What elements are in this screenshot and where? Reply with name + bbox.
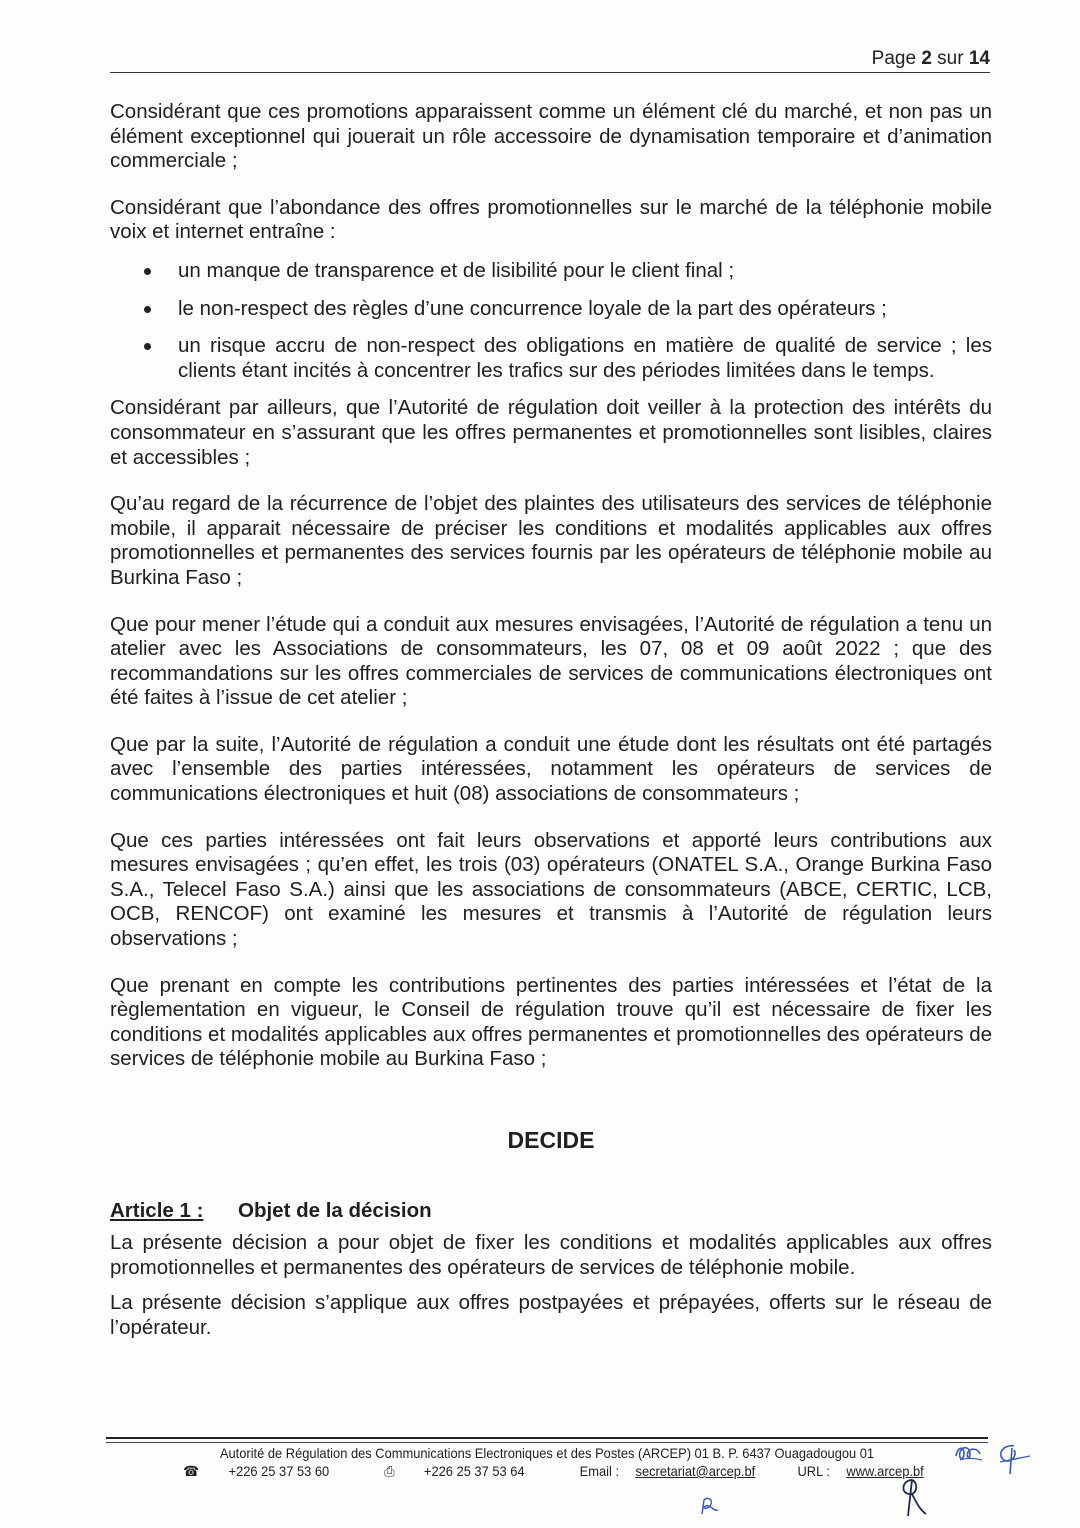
document-body <box>110 100 992 1352</box>
decide-heading: DECIDE <box>507 1127 595 1153</box>
paragraph: Qu’au regard de la récurrence de l’objet des plaintes des utilisateurs des services de téléphonie mobile, il apparait nécessaire de préciser les conditions et modalités applicables aux offres promotionnelles et permanentes des services fournis par les opérateurs de téléphonie mobile au Burkina Faso ; <box>110 492 992 589</box>
initials-signature-2 <box>990 1438 1034 1478</box>
article-title: Objet de la décision <box>238 1198 432 1222</box>
list-item: un risque accru de non-respect des obligations en matière de qualité de service ; les clients étant incités à concentrer les trafics sur des périodes limitées dans le temps. <box>110 334 992 383</box>
paragraph: Considérant que l’abondance des offres promotionnelles sur le marché de la téléphonie mobile voix et internet entraîne : <box>110 195 992 244</box>
paragraph: Que prenant en compte les contributions pertinentes des parties intéressées et l’état de la règlementation en vigueur, le Conseil de régulation trouve qu’il est nécessaire de fixer les conditions et modalités applicables aux offres permanentes et promotionnelles des opérateurs de services de téléphonie mobile au Burkina Faso ; <box>110 973 992 1071</box>
initials-signature-3 <box>694 1494 722 1520</box>
page-number: Page 2 sur 14 <box>871 48 990 69</box>
bullet-icon <box>144 268 151 275</box>
paragraph: Que pour mener l’étude qui a conduit aux mesures envisagées, l’Autorité de régulation a tenu un atelier avec les Associations de consommateurs, les 07, 08 et 09 août 2022 ; que des recommandations sur les offres commerciales de services de communications électroniques ont été faites à l’issue de cet atelier ; <box>110 612 992 710</box>
initials-signature-4 <box>894 1474 934 1520</box>
header-divider <box>110 72 990 73</box>
paragraph: La présente décision s’applique aux offres postpayées et prépayées, offerts sur le réseau de l’opérateur. <box>110 1291 992 1339</box>
initials-signature-1 <box>952 1440 986 1466</box>
article-number: Article 1 : <box>110 1198 204 1222</box>
footer-divider-thin <box>106 1442 988 1443</box>
footer-address: Autorité de Régulation des Communications Electroniques et des Postes (ARCEP) 01 B. P. 6437 Ouagadougou 01 <box>219 1445 875 1461</box>
telephone-icon: ☎ <box>183 1463 200 1479</box>
email-link[interactable]: secretariat@arcep.bf <box>635 1463 756 1479</box>
paragraph: La présente décision a pour objet de fixer les conditions et modalités applicables aux offres promotionnelles et permanentes des opérateurs de services de téléphonie mobile. <box>110 1231 992 1279</box>
bullet-list <box>110 259 992 383</box>
footer-contacts: ☎ +226 25 37 53 60 ⎙ +226 25 37 53 64 Email : secretariat@arcep.bf URL : www.arcep.bf <box>183 1463 924 1479</box>
footer-divider <box>106 1437 988 1439</box>
paragraph: Considérant que ces promotions apparaissent comme un élément clé du marché, et non pas un élément exceptionnel qui jouerait un rôle accessoire de dynamisation temporaire et d’animation commerciale ; <box>110 100 992 173</box>
list-item: le non-respect des règles d’une concurrence loyale de la part des opérateurs ; <box>110 297 992 322</box>
article-heading <box>110 1199 992 1224</box>
paragraph: Que par la suite, l’Autorité de régulation a conduit une étude dont les résultats ont été partagés avec l’ensemble des parties intéressées, notamment les opérateurs de services de communications électroniques et huit (08) associations de consommateurs ; <box>110 732 992 806</box>
bullet-icon <box>144 343 151 350</box>
fax-icon: ⎙ <box>384 1463 395 1479</box>
paragraph: Que ces parties intéressées ont fait leurs observations et apporté leurs contributions aux mesures envisagées ; qu’en effet, les trois (03) opérateurs (ONATEL S.A., Orange Burkina Faso S.A., Telecel Faso S.A.) ainsi que les associations de consommateurs (ABCE, CERTIC, LCB, OCB, RENCOF) ont examiné les mesures et transmis à l’Autorité de régulation leurs observations ; <box>110 828 992 951</box>
bullet-icon <box>144 306 151 313</box>
url-link[interactable]: www.arcep.bf <box>846 1463 924 1479</box>
list-item: un manque de transparence et de lisibilité pour le client final ; <box>110 259 992 284</box>
paragraph: Considérant par ailleurs, que l’Autorité de régulation doit veiller à la protection des intérêts du consommateur en s’assurant que les offres permanentes et promotionnelles sont lisibles, claires et accessibles ; <box>110 396 992 469</box>
footer <box>141 1444 952 1480</box>
